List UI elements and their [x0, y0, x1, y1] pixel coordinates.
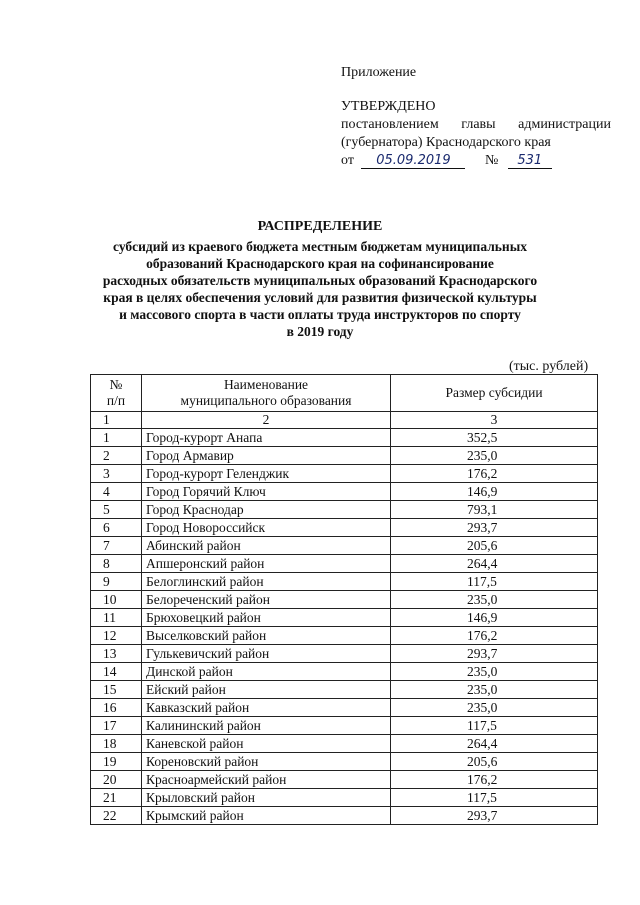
header-amount: Размер субсидии: [391, 375, 598, 412]
column-index-row: [91, 412, 598, 429]
row-number: 20: [91, 771, 142, 789]
handwritten-number: 531: [508, 153, 552, 169]
municipality-name: Кавказский район: [142, 699, 391, 717]
municipality-name: Выселковский район: [142, 627, 391, 645]
row-number: 12: [91, 627, 142, 645]
subsidy-amount: 117,5: [391, 573, 598, 591]
table-row: [91, 699, 598, 717]
approval-block: [341, 64, 611, 170]
row-number: 16: [91, 699, 142, 717]
subsidy-amount: 293,7: [391, 645, 598, 663]
approval-date-number: [341, 152, 611, 170]
municipality-name: Крыловский район: [142, 789, 391, 807]
row-number: 9: [91, 573, 142, 591]
subsidy-amount: 235,0: [391, 663, 598, 681]
subsidy-amount: 205,6: [391, 537, 598, 555]
from-label: от: [341, 153, 354, 168]
subsidy-amount: 146,9: [391, 483, 598, 501]
table-row: [91, 501, 598, 519]
header-num-line2: п/п: [106, 393, 126, 408]
table-row: [91, 681, 598, 699]
row-number: 22: [91, 807, 142, 825]
subsidy-amount: 293,7: [391, 519, 598, 537]
row-number: 3: [91, 465, 142, 483]
subsidy-amount: 264,4: [391, 735, 598, 753]
subsidy-amount: 235,0: [391, 447, 598, 465]
approval-line-2: (губернатора) Краснодарского края: [341, 135, 551, 150]
row-number: 21: [91, 789, 142, 807]
document-title: [60, 218, 580, 340]
row-number: 17: [91, 717, 142, 735]
table-header-row: [91, 375, 598, 412]
number-label: №: [484, 153, 499, 168]
municipality-name: Абинский район: [142, 537, 391, 555]
header-name-line2: муниципального образования: [180, 393, 352, 408]
municipality-name: Город Армавир: [142, 447, 391, 465]
municipality-name: Белоглинский район: [142, 573, 391, 591]
row-number: 1: [91, 429, 142, 447]
column-index: 2: [142, 412, 391, 429]
municipality-name: Белореченский район: [142, 591, 391, 609]
table-row: [91, 555, 598, 573]
approved-label: УТВЕРЖДЕНО: [341, 99, 436, 114]
subsidy-amount: 293,7: [391, 807, 598, 825]
table-row: [91, 573, 598, 591]
row-number: 4: [91, 483, 142, 501]
municipality-name: Город Новороссийск: [142, 519, 391, 537]
table-row: [91, 663, 598, 681]
header-num: [91, 375, 142, 412]
header-name-line1: Наименование: [223, 377, 309, 392]
municipality-name: Брюховецкий район: [142, 609, 391, 627]
table-row: [91, 771, 598, 789]
subsidy-amount: 793,1: [391, 501, 598, 519]
table-row: [91, 735, 598, 753]
municipality-name: Динской район: [142, 663, 391, 681]
subsidy-amount: 176,2: [391, 627, 598, 645]
subsidy-amount: 235,0: [391, 681, 598, 699]
table-row: [91, 807, 598, 825]
title-line-1: субсидий из краевого бюджета местным бюджетам муниципальных: [113, 239, 527, 254]
subsidy-amount: 352,5: [391, 429, 598, 447]
table-row: [91, 717, 598, 735]
row-number: 18: [91, 735, 142, 753]
row-number: 19: [91, 753, 142, 771]
municipality-name: Гулькевичский район: [142, 645, 391, 663]
municipality-name: Калининский район: [142, 717, 391, 735]
table-row: [91, 429, 598, 447]
municipality-name: Город-курорт Геленджик: [142, 465, 391, 483]
title-heading: РАСПРЕДЕЛЕНИЕ: [257, 219, 383, 234]
title-line-4: края в целях обеспечения условий для развития физической культуры: [103, 290, 537, 305]
row-number: 2: [91, 447, 142, 465]
appendix-label: Приложение: [341, 65, 417, 80]
municipality-name: Город Краснодар: [142, 501, 391, 519]
subsidy-amount: 176,2: [391, 465, 598, 483]
title-line-2: образований Краснодарского края на софинансирование: [146, 256, 494, 271]
row-number: 13: [91, 645, 142, 663]
table-row: [91, 519, 598, 537]
title-line-6: в 2019 году: [286, 324, 354, 339]
row-number: 15: [91, 681, 142, 699]
row-number: 14: [91, 663, 142, 681]
subsidy-table: [90, 374, 598, 825]
table-row: [91, 537, 598, 555]
municipality-name: Крымский район: [142, 807, 391, 825]
column-index: 3: [391, 412, 598, 429]
subsidy-amount: 117,5: [391, 717, 598, 735]
municipality-name: Ейский район: [142, 681, 391, 699]
subsidy-amount: 205,6: [391, 753, 598, 771]
municipality-name: Город-курорт Анапа: [142, 429, 391, 447]
row-number: 5: [91, 501, 142, 519]
municipality-name: Каневской район: [142, 735, 391, 753]
table-row: [91, 609, 598, 627]
subsidy-amount: 117,5: [391, 789, 598, 807]
subsidy-amount: 235,0: [391, 591, 598, 609]
subsidy-amount: 176,2: [391, 771, 598, 789]
row-number: 7: [91, 537, 142, 555]
table-row: [91, 465, 598, 483]
table-row: [91, 645, 598, 663]
approval-line-1: постановлением главы администрации: [341, 117, 611, 132]
table-row: [91, 447, 598, 465]
table-row: [91, 753, 598, 771]
header-name: [142, 375, 391, 412]
table-row: [91, 591, 598, 609]
municipality-name: Кореновский район: [142, 753, 391, 771]
column-index: 1: [91, 412, 142, 429]
title-line-3: расходных обязательств муниципальных образований Краснодарского: [102, 273, 538, 288]
row-number: 10: [91, 591, 142, 609]
table-row: [91, 627, 598, 645]
municipality-name: Апшеронский район: [142, 555, 391, 573]
handwritten-date: 05.09.2019: [361, 153, 465, 169]
row-number: 6: [91, 519, 142, 537]
table-row: [91, 483, 598, 501]
municipality-name: Город Горячий Ключ: [142, 483, 391, 501]
row-number: 8: [91, 555, 142, 573]
subsidy-amount: 264,4: [391, 555, 598, 573]
subsidy-amount: 235,0: [391, 699, 598, 717]
table-row: [91, 789, 598, 807]
header-num-line1: №: [109, 377, 123, 392]
municipality-name: Красноармейский район: [142, 771, 391, 789]
units-label: (тыс. рублей): [509, 359, 589, 374]
subsidy-amount: 146,9: [391, 609, 598, 627]
title-line-5: и массового спорта в части оплаты труда инструкторов по спорту: [119, 307, 521, 322]
row-number: 11: [91, 609, 142, 627]
